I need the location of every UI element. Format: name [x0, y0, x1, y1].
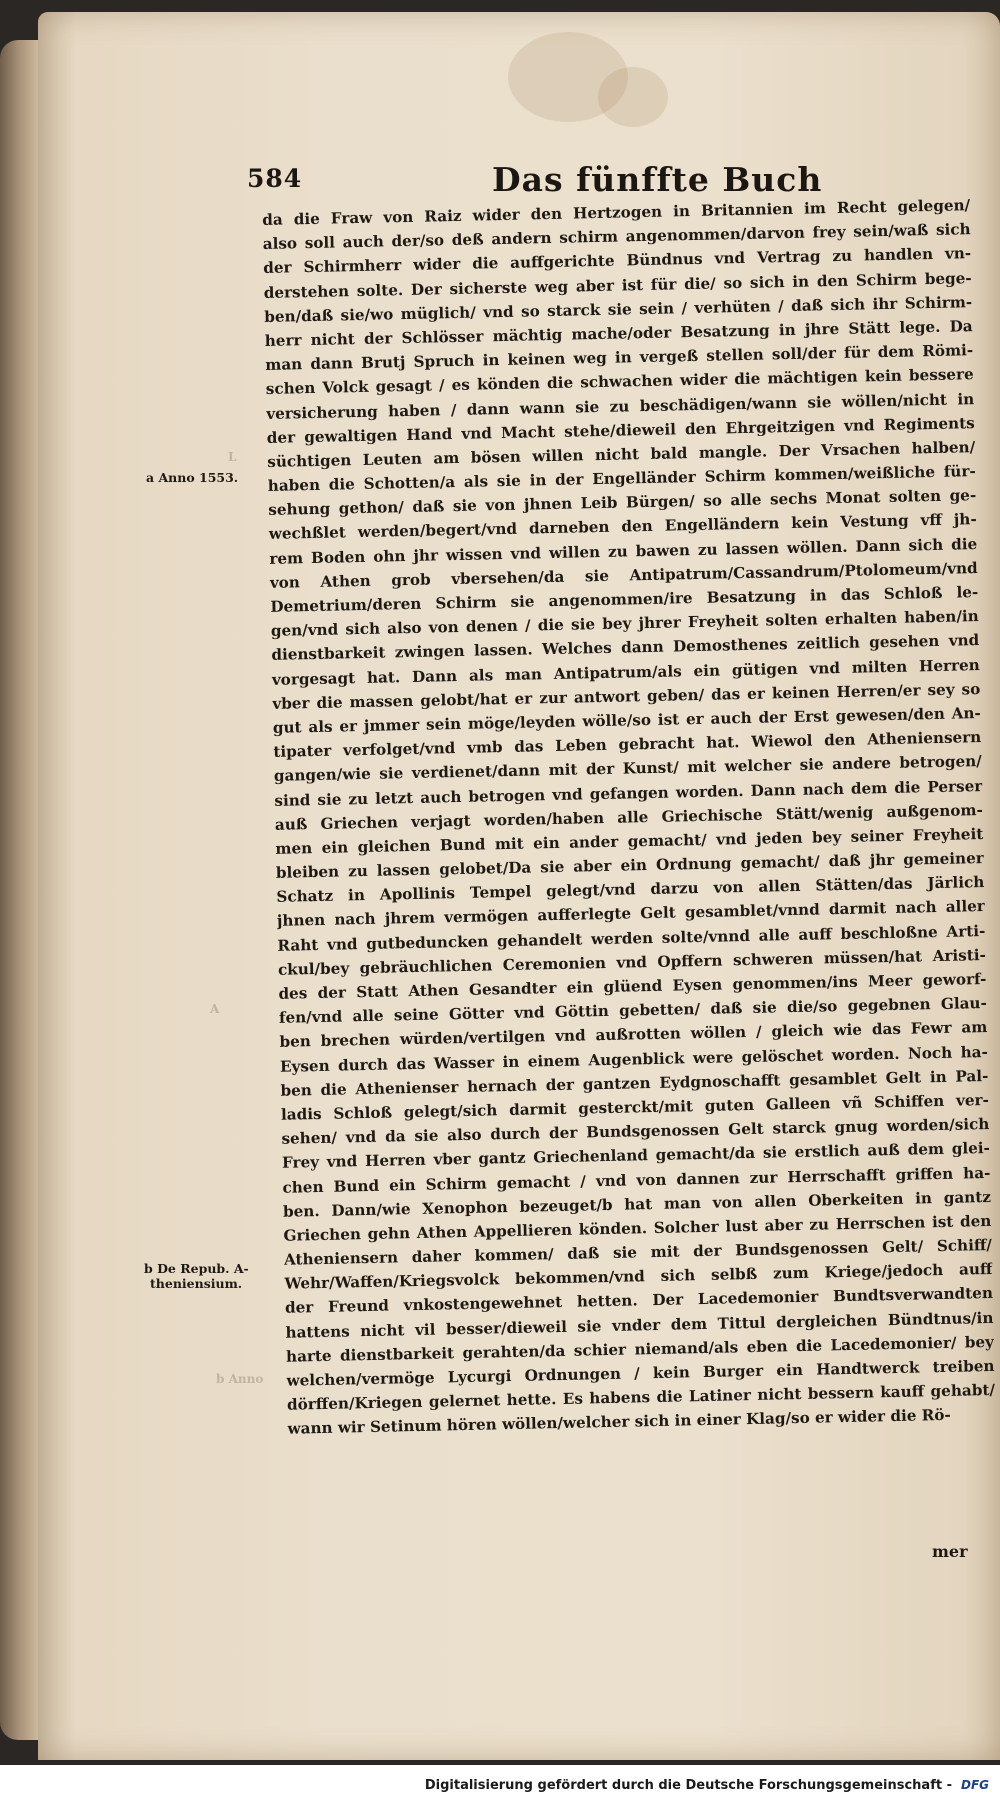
- text-line: ckul/bey gebräuchlichen Ceremonien vnd Opffern schweren müssen/hat Aristi-: [277, 945, 986, 979]
- margin-note-b-line1: b De Repub. A-: [144, 1261, 249, 1276]
- text-line: dienstbarkeit zwingen lassen. Welches dann Demosthenes zeitlich gesehen vnd: [271, 631, 980, 665]
- dfg-logo-icon: DFG: [960, 1778, 989, 1792]
- paper-stain: [598, 67, 668, 127]
- text-line: Eysen durch das Wasser in einem Augenblick were gelöschet worden. Noch ha-: [279, 1042, 989, 1076]
- text-line: ben/daß sie/wo müglich/ vnd so starck sie sein / verhüten / daß sich ihr Schirm-: [264, 292, 973, 326]
- text-line: men ein gleichen Bund mit ein ander gemacht/ vnd jeden bey seiner Freyheit: [275, 824, 984, 858]
- text-line: wechßlet werden/begert/vnd darneben den Engelländern kein Vestung vff jh-: [268, 510, 977, 544]
- margin-note-b-line2: theniensium.: [150, 1276, 243, 1291]
- text-line: gangen/wie sie verdienet/dann mit der Kunst/ mit welcher sie andere betrogen/: [273, 752, 982, 786]
- text-line: sehung gethon/ daß sie von jhnen Leib Bürgen/ so alle sechs Monat solten ge-: [268, 486, 977, 520]
- text-line: also soll auch der/so deß andern schirm angenommen/darvon frey sein/waß sich: [262, 220, 971, 254]
- text-line: sehen/ vnd da sie also durch der Bundsgenossen Gelt starck gnug worden/sich: [281, 1115, 990, 1148]
- body-text: [262, 193, 998, 1538]
- text-line: Raht vnd gutbeduncken gehandelt werden solte/vnnd alle auff beschloßne Arti-: [277, 921, 986, 955]
- text-line: sind sie zu letzt auch betrogen vnd gefangen worden. Dann nach dem die Perser: [274, 776, 983, 810]
- running-title: Das fünffte Buch: [492, 160, 823, 199]
- text-line: der Schirmherr wider die auffgerichte Bündnus vnd Vertrag zu handlen vn-: [263, 244, 972, 278]
- text-line: versicherung haben / dann wann sie zu beschädigen/wann sie wöllen/nicht in: [266, 389, 975, 423]
- text-line: der Freund vnkostengewehnet hetten. Der Lacedemonier Bundtsverwandten: [284, 1284, 994, 1318]
- show-through-mark: L: [228, 450, 237, 464]
- text-line: schen Volck gesagt / es könden die schwachen wider die mächtigen kein bessere: [265, 365, 974, 399]
- text-line: herr nicht der Schlösser mächtig mache/oder Besatzung in jhre Stätt lege. Da: [264, 317, 973, 350]
- text-line: Schatz in Apollinis Tempel gelegt/vnd darzu von allen Stätten/das Järlich: [276, 873, 985, 907]
- text-line: ladis Schloß gelegt/sich darmit gesterckt/mit guten Galleen vñ Schiffen ver-: [280, 1090, 990, 1124]
- text-line: Griechen gehn Athen Appellieren könden. Solcher lust aber zu Herrschen ist den: [283, 1211, 992, 1245]
- text-line: vber die massen gelobt/hat er zur antwort geben/ das er keinen Herren/er sey so: [272, 679, 981, 713]
- show-through-mark: A: [210, 1002, 220, 1016]
- text-line: jhnen nach jhrem vermögen aufferlegte Gelt gesamblet/vnnd darmit nach aller: [276, 897, 985, 931]
- show-through-mark: b Anno: [216, 1372, 264, 1386]
- text-line: Atheniensern daher kommen/ daß sie mit der Bundsgenossen Gelt/ Schiff/: [283, 1236, 993, 1269]
- text-line: haben die Schotten/a als sie in der Engelländer Schirm kommen/weißliche für-: [267, 462, 976, 495]
- text-line: ben. Dann/wie Xenophon bezeuget/b hat man von allen Oberkeiten in gantz: [282, 1187, 992, 1221]
- text-line: von Athen grob vbersehen/da sie Antipatrum/Cassandrum/Ptolomeum/vnd: [269, 558, 978, 592]
- text-line: auß Griechen verjagt worden/haben alle Griechische Stätt/wenig außgenom-: [274, 800, 983, 834]
- text-line: vorgesagt hat. Dann als man Antipatrum/als ein gütigen vnd milten Herren: [271, 655, 980, 689]
- text-line: süchtigen Leuten am bösen willen nicht bald mangle. Der Vrsachen halben/: [267, 437, 976, 471]
- text-line: rem Boden ohn jhr wissen vnd willen zu bawen zu lassen wöllen. Dann sich die: [269, 534, 978, 568]
- text-line: gut als er jmmer sein möge/leyden wölle/so ist er auch der Erst gewesen/den An-: [272, 703, 981, 737]
- text-line: Demetrium/deren Schirm sie angenommen/ire Besatzung in das Schloß le-: [270, 583, 979, 616]
- footer: [0, 1765, 1000, 1808]
- text-line: Frey vnd Herren vber gantz Griechenland gemacht/da sie erstlich auß dem glei-: [281, 1139, 991, 1173]
- text-line: harte dienstbarkeit gerahten/da schier niemand/als eben die Lacedemonier/ bey: [285, 1332, 995, 1366]
- text-line: bleiben zu lassen gelobet/Da sie aber ein Ordnung gemacht/ daß jhr gemeiner: [275, 849, 984, 882]
- text-line: ben die Athenienser hernach der gantzen Eydgnoschafft gesamblet Gelt in Pal-: [280, 1066, 989, 1100]
- margin-note-a: a Anno 1553.: [146, 470, 239, 485]
- text-line: tipater verfolget/vnd vmb das Leben gebracht hat. Wiewol den Atheniensern: [273, 728, 982, 762]
- text-line: des der Statt Athen Gesandter ein glüend Eysen genommen/ins Meer geworf-: [278, 970, 987, 1003]
- text-line: da die Fraw von Raiz wider den Hertzogen in Britannien im Recht gelegen/: [262, 196, 971, 229]
- text-line: der gewaltigen Hand vnd Macht stehe/dieweil den Ehrgeitzigen vnd Regiments: [266, 413, 975, 447]
- funding-credit: Digitalisierung gefördert durch die Deutsche Forschungsgemeinschaft -: [424, 1778, 952, 1793]
- text-line: derstehen solte. Der sicherste weg aber ist für die/ so sich in den Schirm bege-: [263, 268, 972, 302]
- text-line: gen/vnd sich also von denen / die sie bey jhrer Freyheit solten erhalten haben/in: [270, 607, 979, 641]
- text-line: man dann Brutj Spruch in keinen weg in vergeß stellen soll/der für dem Römi-: [265, 341, 974, 375]
- catchword: mer: [932, 1542, 968, 1561]
- text-line: welchen/vermöge Lycurgi Ordnungen / kein Burger ein Handtwerck treiben: [286, 1356, 995, 1390]
- text-line: hattens nicht vil besser/dieweil sie vnder dem Tittul dergleichen Bündtnus/in: [285, 1308, 994, 1342]
- text-line: Wehr/Waffen/Kriegsvolck bekommen/vnd sich selbß zum Kriege/jedoch auff: [284, 1260, 993, 1294]
- page-number: 584: [247, 164, 303, 193]
- text-line: ben brechen würden/vertilgen vnd außrotten wöllen / gleich wie das Fewr am: [279, 1018, 988, 1052]
- text-line: dörffen/Kriegen gelernet hette. Es habens die Latiner nicht bessern kauff gehabt/: [286, 1381, 996, 1414]
- text-line: fen/vnd alle seine Götter vnd Göttin gebetten/ daß sie die/so gegebnen Glau-: [278, 994, 988, 1028]
- text-line: wann wir Setinum hören wöllen/welcher sich in einer Klag/so er wider die Rö-: [287, 1406, 951, 1439]
- text-line: chen Bund ein Schirm gemacht / vnd von dannen zur Herrschafft griffen ha-: [282, 1163, 991, 1197]
